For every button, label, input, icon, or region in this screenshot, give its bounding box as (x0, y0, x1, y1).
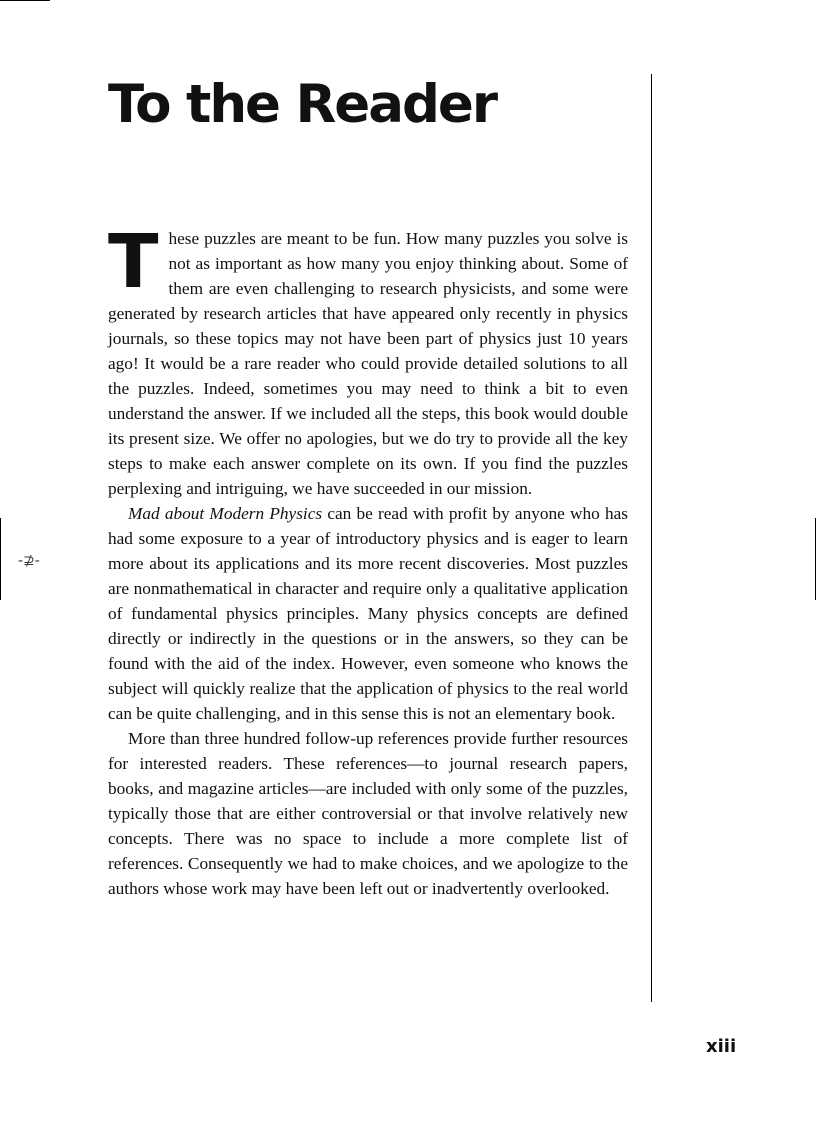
page-number: xiii (706, 1036, 737, 1057)
crop-mark-icon: -⊉- (18, 553, 40, 569)
margin-rule (651, 74, 652, 1002)
book-title: Mad about Modern Physics (128, 504, 323, 523)
paragraph-1-text: hese puzzles are meant to be fun. How many puzzles you solve is not as important as how many you enjoy thinking about. Some of them are even challenging to research physicists, and some were generated by research articles that have appeared only recently in physics journals, so these topics may not have been part of physics just 10 years ago! It would be a rare reader who could provide detailed solutions to all the puzzles. Indeed, sometimes you may need to think a bit to even understand the answer. If we included all the steps, this book would double its present size. We offer no apologies, but we do try to provide all the key steps to make each answer complete on its own. If you find the puzzles perplexing and intriguing, we have succeeded in our mission. (108, 229, 628, 498)
paragraph-2 (108, 501, 628, 726)
paragraph-2-text: can be read with profit by anyone who has had some exposure to a year of introductory physics and is eager to learn more about its applications and its more recent discoveries. Most puzzles are nonmathematical in character and require only a qualitative application of fundamental physics principles. Many physics concepts are defined directly or indirectly in the questions or in the answers, so they can be found with the aid of the index. However, even someone who knows the subject will quickly realize that the application of physics to the real world can be quite challenging, and in this sense this is not an elementary book. (108, 504, 628, 723)
left-edge-rule (0, 518, 1, 600)
corner-rule (0, 0, 50, 1)
drop-cap: T (108, 219, 159, 305)
paragraph-3 (108, 726, 628, 901)
body-text (108, 219, 628, 901)
paragraph-3-text: More than three hundred follow-up references provide further resources for interested readers. These references—to journal research papers, books, and magazine articles—are included with only some of the puzzles, typically those that are either controversial or that involve relatively new concepts. There was no space to include a more complete list of references. Consequently we had to make choices, and we apologize to the authors whose work may have been left out or inadvertently overlooked. (108, 729, 628, 898)
page-title: To the Reader (108, 74, 496, 135)
paragraph-1 (108, 219, 628, 501)
